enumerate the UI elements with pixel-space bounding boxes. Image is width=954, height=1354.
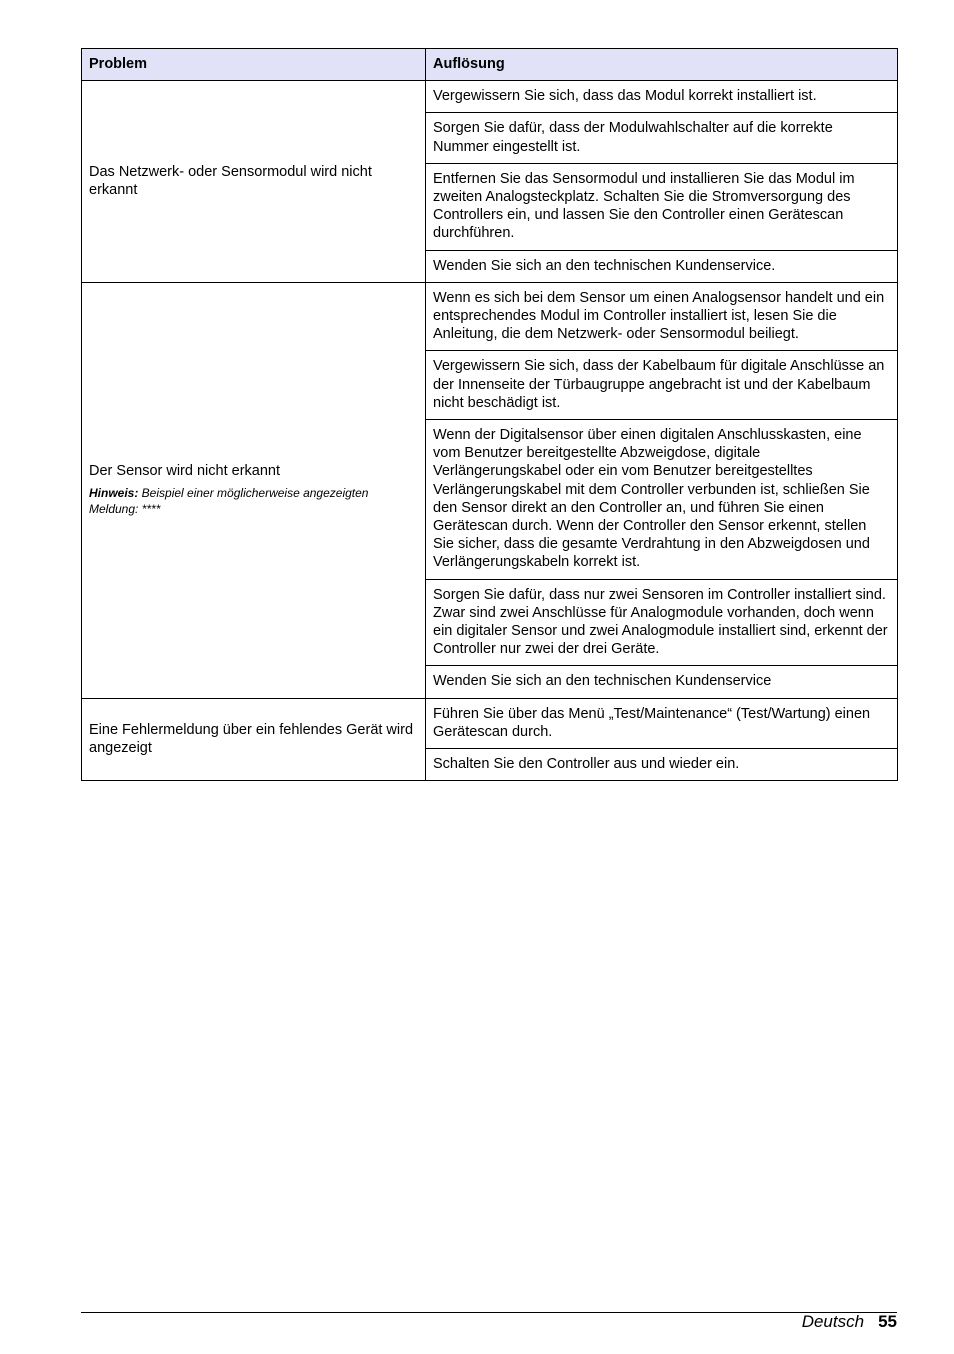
problem-text: Der Sensor wird nicht erkannt [89,463,280,480]
problem-cell: Eine Fehlermeldung über ein fehlendes Gerät wird angezeigt [82,698,426,781]
problem-note [89,485,418,517]
solution-cell: Sorgen Sie dafür, dass der Modulwahlschalter auf die korrekte Nummer eingestellt ist. [426,113,898,163]
footer-language: Deutsch [801,1312,865,1331]
table-row [82,282,898,351]
solution-cell: Vergewissern Sie sich, dass das Modul korrekt installiert ist. [426,81,898,113]
solution-cell: Sorgen Sie dafür, dass nur zwei Sensoren im Controller installiert sind. Zwar sind zwei Anschlüsse für Analogmodule vorhanden, doch wenn ein digitaler Sensor und zwei Analogmodule installiert sind, erkennt der Controller nur zwei der drei Geräte. [426,579,898,666]
page-number: 55 [878,1312,897,1331]
solution-cell: Wenden Sie sich an den technischen Kundenservice. [426,250,898,282]
note-text: Beispiel einer möglicherweise angezeigten Meldung: **** [89,486,369,517]
solution-cell: Wenden Sie sich an den technischen Kundenservice [426,666,898,698]
header-problem: Problem [82,49,426,81]
troubleshooting-table-container [81,48,897,781]
solution-cell: Vergewissern Sie sich, dass der Kabelbaum für digitale Anschlüsse an der Innenseite der Türbaugruppe angebracht ist und der Kabelbaum nicht beschädigt ist. [426,351,898,420]
solution-cell: Führen Sie über das Menü „Test/Maintenance“ (Test/Wartung) einen Gerätescan durch. [426,698,898,748]
table-header-row [82,49,898,81]
troubleshooting-table [81,48,898,781]
header-solution: Auflösung [426,49,898,81]
problem-cell: Das Netzwerk- oder Sensormodul wird nicht erkannt [82,81,426,283]
table-row [82,81,898,113]
footer-divider [81,1312,897,1313]
solution-cell: Schalten Sie den Controller aus und wieder ein. [426,749,898,781]
solution-cell: Wenn es sich bei dem Sensor um einen Analogsensor handelt und ein entsprechendes Modul im Controller installiert ist, lesen Sie die Anleitung, die dem Netzwerk- oder Sensormodul beiliegt. [426,282,898,351]
note-label: Hinweis: [89,486,139,501]
table-row [82,698,898,748]
solution-cell: Wenn der Digitalsensor über einen digitalen Anschlusskasten, eine vom Benutzer bereitgestellte Abzweigdose, digitale Verlängerungskabel oder ein vom Benutzer bereitgestelltes Verlängerungskabel mit dem Controller verbunden ist, schließen Sie den Sensor direkt an den Controller an, und führen Sie einen Gerätescan durch. Wenn der Controller den Sensor erkennt, stellen Sie sicher, dass die gesamte Verdrahtung in den Abzweigdosen und Verlängerungskabeln korrekt ist. [426,420,898,580]
page-footer [802,1311,897,1333]
solution-cell: Entfernen Sie das Sensormodul und installieren Sie das Modul im zweiten Analogsteckplatz. Schalten Sie die Stromversorgung des Controllers ein, und lassen Sie den Controller einen Gerätescan durchführen. [426,163,898,250]
problem-cell [82,282,426,698]
